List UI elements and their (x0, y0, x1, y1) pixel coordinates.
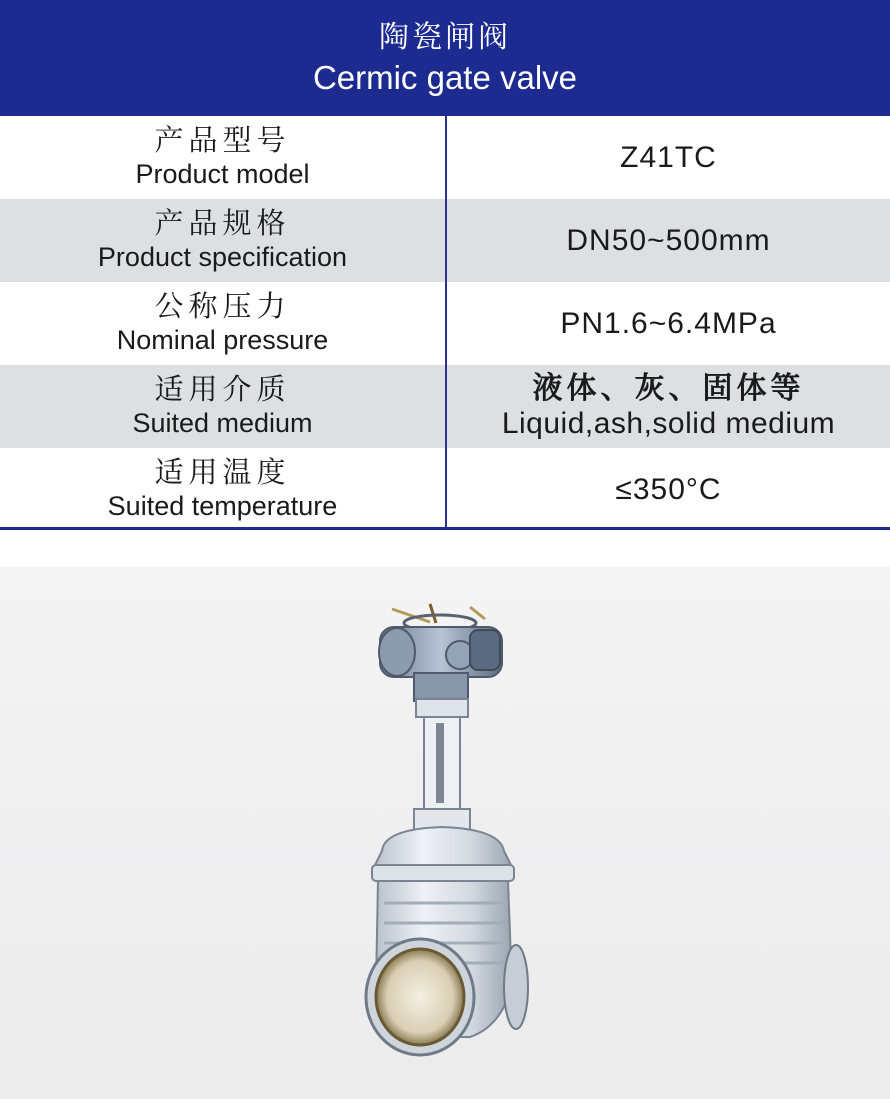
spec-value (447, 116, 890, 199)
title-english: Cermic gate valve (312, 59, 578, 96)
right-flange (504, 945, 528, 1029)
spec-label-english: Suited temperature (107, 491, 338, 521)
spec-label (0, 282, 445, 365)
valve-stem (414, 699, 470, 831)
table-bottom-rule (0, 527, 890, 530)
title-banner (0, 0, 890, 116)
spec-label-chinese: 适用温度 (154, 455, 291, 489)
electric-actuator (379, 627, 502, 701)
spec-value (447, 199, 890, 282)
valve-bonnet (372, 827, 514, 881)
column-divider (445, 116, 447, 528)
spec-value-text: Z41TC (620, 141, 717, 174)
spec-label (0, 199, 445, 282)
spec-label-english: Nominal pressure (116, 325, 329, 355)
spec-value-chinese: 液体、灰、固体等 (532, 371, 805, 406)
spec-label (0, 448, 445, 531)
spec-label-chinese: 产品型号 (154, 123, 291, 157)
spec-value (447, 365, 890, 448)
spec-value (447, 282, 890, 365)
spec-value-english: Liquid,ash,solid medium (501, 407, 836, 440)
product-photo (0, 567, 890, 1099)
spec-value-text: DN50~500mm (566, 224, 771, 257)
spec-label-chinese: 适用介质 (154, 372, 291, 406)
spec-label-chinese: 产品规格 (154, 206, 291, 240)
spec-label-english: Suited medium (132, 408, 313, 438)
spec-label-english: Product model (135, 159, 310, 189)
spec-label-english: Product specification (97, 242, 348, 272)
title-chinese: 陶瓷闸阀 (379, 20, 511, 55)
spec-label (0, 116, 445, 199)
spec-value (447, 448, 890, 531)
gate-valve-illustration (0, 567, 890, 1099)
spec-label-chinese: 公称压力 (154, 289, 291, 323)
spec-value-text: ≤350°C (615, 473, 722, 506)
spec-value-text: PN1.6~6.4MPa (560, 307, 777, 340)
ceramic-bore (366, 939, 474, 1055)
spec-label (0, 365, 445, 448)
